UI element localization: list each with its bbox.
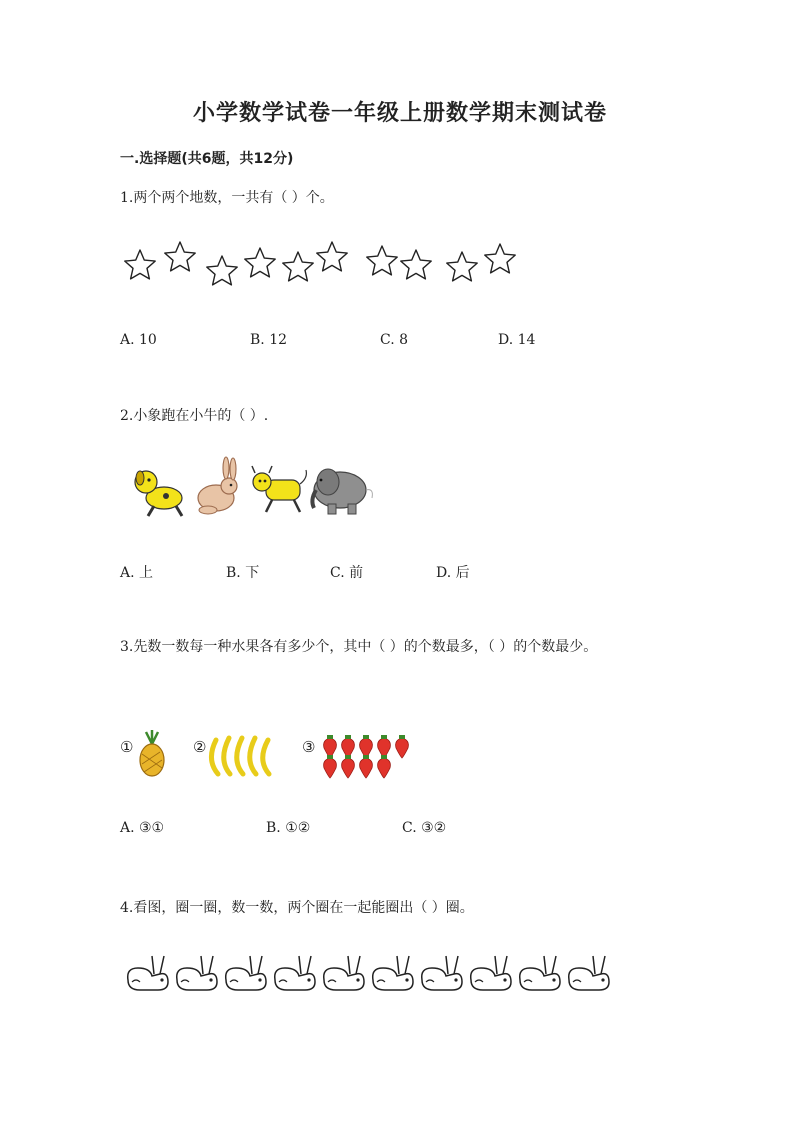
question-1-text: 1.两个两个地数，一共有（ ）个。 [120,190,334,206]
star-icon [485,244,515,273]
question-3-option-a: A. ③① [120,820,165,836]
question-2-option-d: D. 后 [436,565,470,581]
rabbit-outline-icon [177,956,217,990]
star-icon [401,250,431,279]
marker-1: ① [120,738,134,756]
question-3-text: 3.先数一数每一种水果各有多少个，其中（ ）的个数最多，（ ）的个数最少。 [120,639,598,655]
question-2-image [128,456,388,522]
rabbit-outline-icon [226,956,266,990]
question-2-option-b: B. 下 [226,565,260,581]
question-1-option-b: B. 12 [250,332,288,348]
star-icon [447,252,477,281]
star-icon [317,242,347,271]
question-2-option-c: C. 前 [330,565,364,581]
rabbit-outline-icon [569,956,609,990]
star-icon [283,252,313,281]
cow-icon [252,466,306,512]
rabbit-outline-icon [128,956,168,990]
question-1-image [118,236,528,292]
rabbit-outline-icon [471,956,511,990]
question-2-option-a: A. 上 [120,565,154,581]
banana-icon [211,738,269,774]
star-icon [367,246,397,275]
pineapple-icon [140,730,164,776]
strawberry-icon [324,735,409,778]
rabbit-outline-icon [520,956,560,990]
question-4-text: 4.看图，圈一圈，数一数，两个圈在一起能圈出（ ）圈。 [120,900,474,916]
question-4-image [124,950,624,996]
rabbit-outline-icon [324,956,364,990]
rabbit-outline-icon [373,956,413,990]
question-1-option-a: A. 10 [120,332,157,348]
star-icon [245,248,275,277]
question-1-option-c: C. 8 [380,332,409,348]
dog-icon [135,471,182,516]
marker-2: ② [193,738,207,756]
star-icon [165,242,195,271]
rabbit-outline-icon [275,956,315,990]
question-3-option-b: B. ①② [266,820,311,836]
star-icon [125,250,155,279]
question-2-text: 2.小象跑在小牛的（ ）. [120,408,269,424]
marker-3: ③ [302,738,316,756]
star-icon [207,256,237,285]
page-title: 小学数学试卷一年级上册数学期末测试卷 [192,101,607,126]
question-3-image [134,730,414,780]
section-heading: 一.选择题(共6题，共12分) [120,151,294,167]
elephant-icon [312,469,372,514]
rabbit-icon [198,457,237,514]
question-1-option-d: D. 14 [498,332,536,348]
question-3-option-c: C. ③② [402,820,447,836]
rabbit-outline-icon [422,956,462,990]
